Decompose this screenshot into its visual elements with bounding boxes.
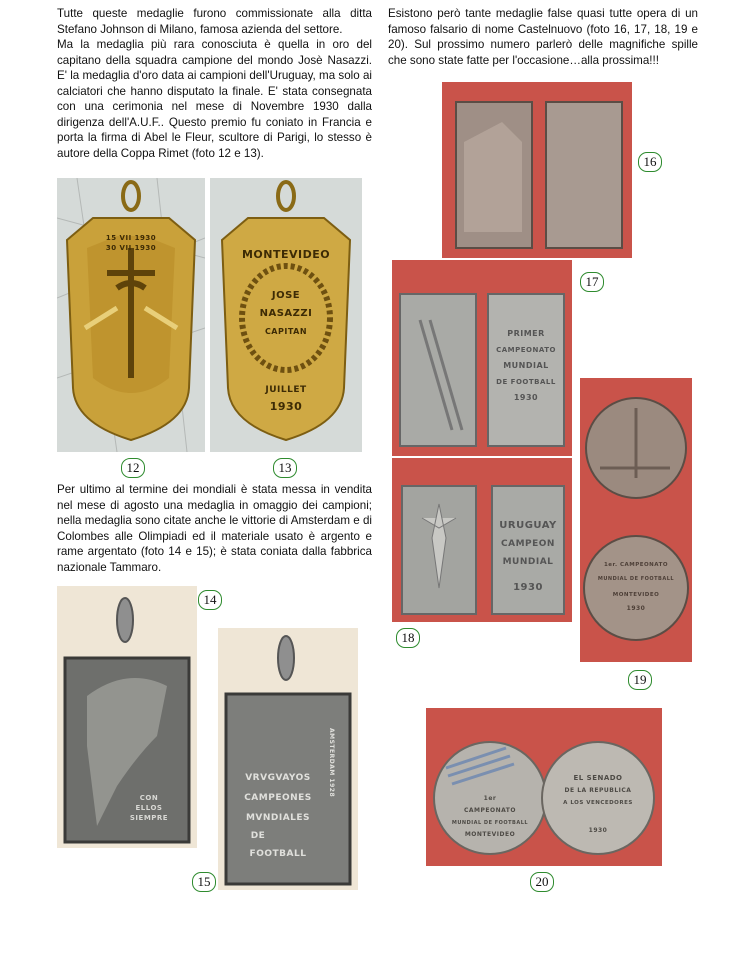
badge-17: 17	[580, 272, 604, 292]
m18-line2: CAMPEON	[501, 539, 555, 549]
m14-line1: CON	[139, 794, 159, 802]
photo-18-fake-medals	[392, 458, 572, 622]
m13-month: JUILLET	[265, 385, 307, 395]
m15-line1: VRVGVAYOS	[245, 773, 311, 783]
intro-paragraph	[57, 6, 372, 161]
text-left-p2: Ma la medaglia più rara conosciuta è quella in oro del capitano della squadra campione del mondo Josè Nasazzi. E' la medaglia d'oro data ai campioni dell'Uruguay, ma solo ai calciatori che hanno disputato la finale. E' stata consegnata con una cerimonia nel mese di Novembre 1930 dalla dirigenza dell'A.U.F.. Questo premio fu coniato in Francia e porta la firma di Abel le Fleur, scultore di Parigi, lo stesso è autore della Coppa Rimet (foto 12 e 13).	[57, 38, 372, 160]
m20a-line2: CAMPEONATO	[463, 807, 517, 814]
badge-19: 19	[628, 670, 652, 690]
badge-18: 18	[396, 628, 420, 648]
m13-name2: NASAZZI	[259, 308, 313, 319]
m18-line1: URUGUAY	[499, 520, 557, 531]
m15-side: AMSTERDAM 1928	[328, 728, 335, 798]
text-right-p1: Esistono però tante medaglie false quasi tutte opera di un famoso falsario di nome Castelnuovo (foto 16, 17, 18, 19 e 20). Sul prossimo numero parlerò delle magnifiche spille che sono state fatte per l'occasione…alla prossima!!!	[388, 7, 698, 67]
m20b-line2: DE LA REPUBLICA	[564, 787, 632, 794]
badge-16: 16	[638, 152, 662, 172]
m20a-line4: MONTEVIDEO	[464, 831, 516, 838]
m14-line2: ELLOS	[135, 804, 163, 812]
m19-line2: MUNDIAL DE FOOTBALL	[597, 576, 675, 582]
m13-name1: JOSE	[271, 290, 301, 301]
m20b-line3: A LOS VENCEDORES	[563, 800, 633, 806]
photo-16-fake-medals	[442, 82, 632, 258]
m20a-line1: 1er	[483, 795, 497, 802]
photo-17-fake-medals	[392, 260, 572, 456]
m18-line4: 1930	[513, 582, 543, 593]
m12-line1: 15 VII 1930	[105, 234, 157, 242]
m20b-line1: EL SENADO	[573, 774, 623, 782]
badge-20: 20	[530, 872, 554, 892]
photo-12-gold-medal-front	[57, 178, 205, 452]
badge-12: 12	[121, 458, 145, 478]
m17-line1: PRIMER	[507, 329, 545, 338]
m12-line2: 30 VII 1930	[105, 244, 157, 252]
m15-line2: CAMPEONES	[244, 793, 312, 803]
text-left-p1: Tutte queste medaglie furono commissionate alla ditta Stefano Johnson di Milano, famosa azienda del settore.	[57, 7, 372, 36]
m15-line4: DE	[250, 831, 266, 841]
m17-line5: 1930	[513, 393, 539, 402]
m17-line3: MUNDIAL	[503, 361, 549, 370]
m13-role: CAPITAN	[264, 327, 308, 336]
m19-line3: MONTEVIDEO	[612, 592, 660, 598]
m20b-line4: 1930	[588, 827, 608, 834]
m18-line3: MUNDIAL	[502, 557, 554, 567]
badge-15: 15	[192, 872, 216, 892]
m15-line3: MVNDIALES	[245, 813, 311, 823]
badge-14: 14	[198, 590, 222, 610]
photo-19-fake-medals	[580, 378, 692, 662]
photo-15-silver-medal-back	[218, 628, 358, 890]
m14-line3: SIEMPRE	[129, 814, 169, 822]
m17-line4: DE FOOTBALL	[496, 378, 556, 386]
m13-top: MONTEVIDEO	[241, 248, 331, 261]
photo-14-silver-medal-front	[57, 586, 197, 848]
m17-line2: CAMPEONATO	[496, 346, 556, 354]
m15-line5: FOOTBALL	[249, 849, 307, 859]
photo-20-fake-medals	[426, 708, 662, 866]
m20a-line3: MUNDIAL DE FOOTBALL	[451, 820, 529, 826]
m13-year: 1930	[269, 400, 303, 413]
photo-13-gold-medal-back	[210, 178, 362, 452]
m19-line4: 1930	[626, 605, 646, 612]
m19-line1: 1er. CAMPEONATO	[603, 562, 669, 568]
badge-13: 13	[273, 458, 297, 478]
text-left-p3: Per ultimo al termine dei mondiali è stata messa in vendita nel mese di agosto una medaglia in omaggio dei campioni; nella medaglia sono citate anche le vittorie di Amsterdam e di Colombes alle Olimpiadi ed il materiale usato è argento e rame argentato (foto 14 e 15); è stata coniata dalla fabbrica nazionale Tammaro.	[57, 483, 372, 574]
